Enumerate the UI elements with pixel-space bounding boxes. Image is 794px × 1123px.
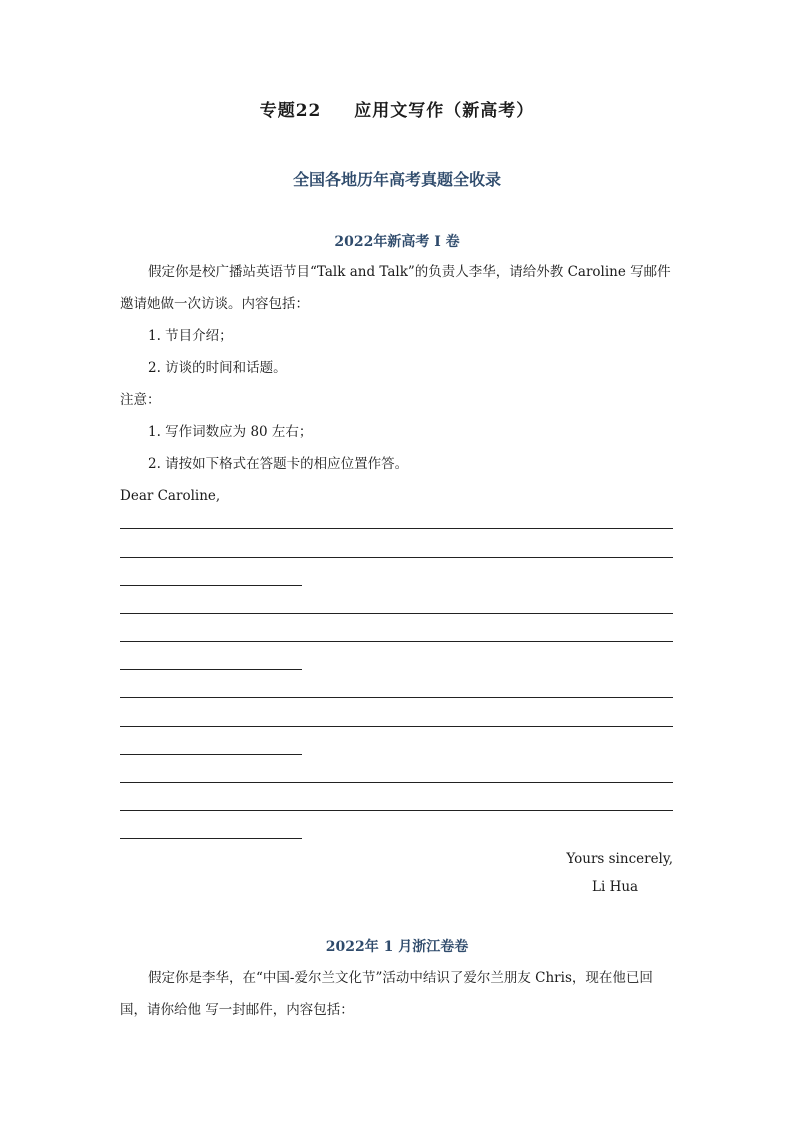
prompt-line: 邀请她做一次访谈。内容包括： <box>120 296 309 312</box>
prompt-line: 国，请你给他 写一封邮件，内容包括： <box>120 1002 354 1018</box>
answer-line[interactable] <box>120 570 302 586</box>
answer-line[interactable] <box>120 598 673 614</box>
content-item: 1. 节目介绍； <box>148 328 233 344</box>
answer-line[interactable] <box>120 682 673 698</box>
title-topic-number: 专题22 <box>259 101 322 121</box>
note-item: 1. 写作词数应为 80 左右； <box>148 424 313 440</box>
letter-signature: Li Hua <box>592 879 639 895</box>
section-heading-2022-jan-zhejiang: 2022年 1 月浙江卷卷 <box>325 939 469 955</box>
note-label: 注意： <box>120 392 161 408</box>
section1-prompt <box>120 256 673 512</box>
prompt-line: 假定你是校广播站英语节目“Talk and Talk”的负责人李华，请给外教 Caroline 写邮件 <box>148 264 671 280</box>
prompt-line: 假定你是李华，在“中国-爱尔兰文化节”活动中结识了爱尔兰朋友 Chris，现在他已回 <box>148 970 653 986</box>
answer-line[interactable] <box>120 767 673 783</box>
answer-line[interactable] <box>120 513 673 529</box>
note-item: 2. 请按如下格式在答题卡的相应位置作答。 <box>148 456 409 472</box>
answer-line[interactable] <box>120 823 302 839</box>
answer-line[interactable] <box>120 711 673 727</box>
letter-closing: Yours sincerely, <box>566 851 673 867</box>
page-title <box>0 96 794 121</box>
section-heading-2022-new-gaokao-1: 2022年新高考 I 卷 <box>334 234 460 250</box>
answer-line[interactable] <box>120 795 673 811</box>
title-topic-name: 应用文写作（新高考） <box>354 101 535 121</box>
answer-line[interactable] <box>120 626 673 642</box>
content-item: 2. 访谈的时间和话题。 <box>148 360 287 376</box>
section2-prompt <box>120 962 673 1026</box>
page-subtitle: 全国各地历年高考真题全收录 <box>292 170 501 189</box>
answer-line[interactable] <box>120 542 673 558</box>
answer-line[interactable] <box>120 654 302 670</box>
answer-line[interactable] <box>120 739 302 755</box>
letter-greeting: Dear Caroline, <box>120 488 221 504</box>
